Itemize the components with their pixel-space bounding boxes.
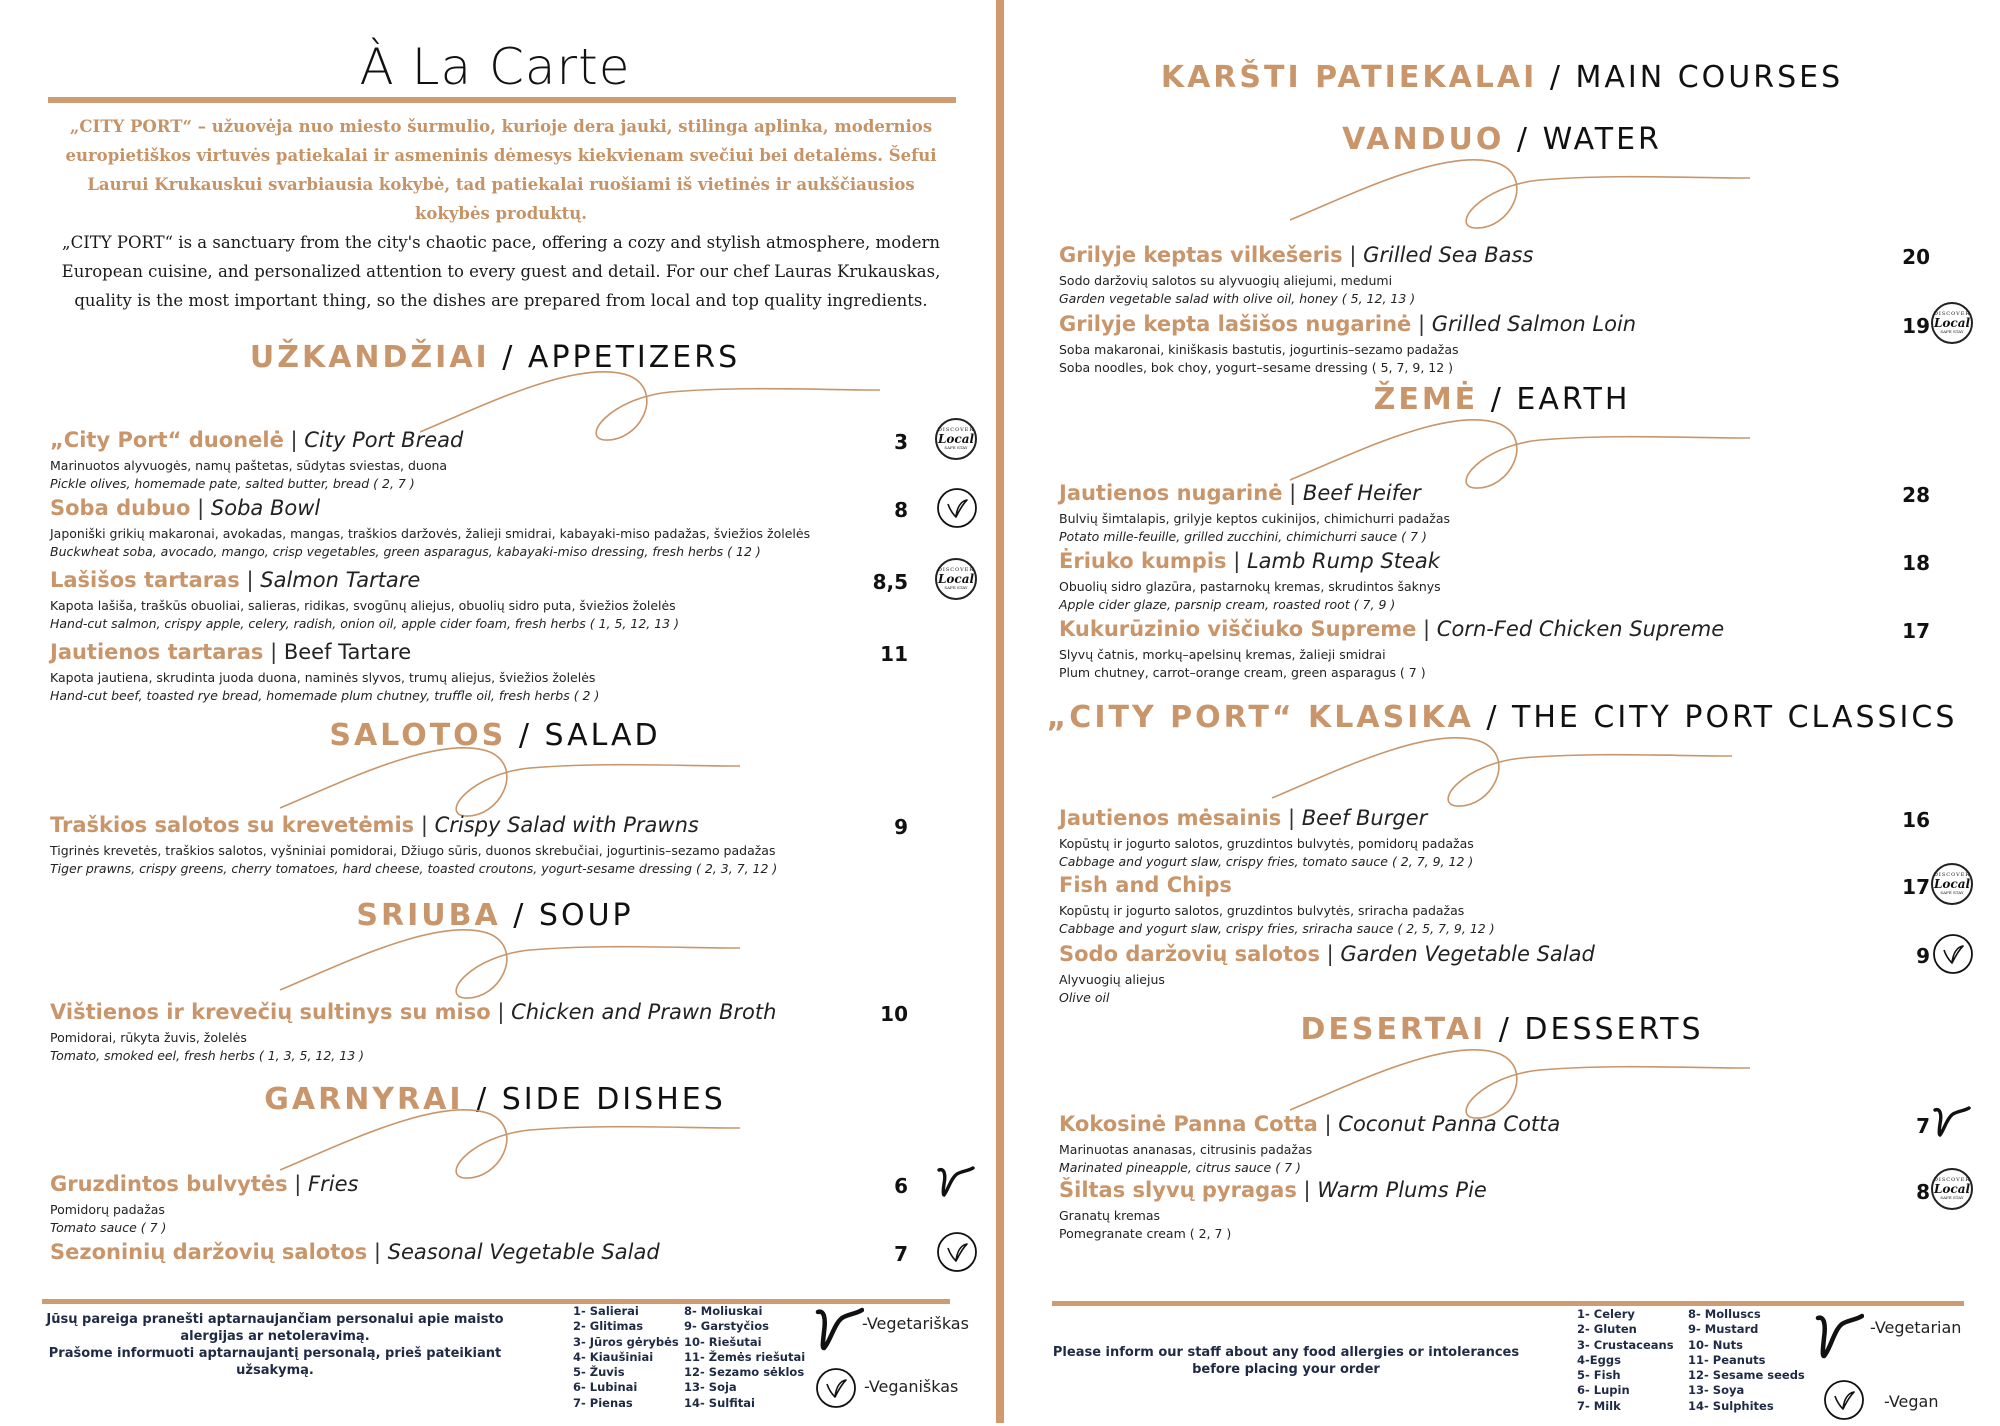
menu-item-title xyxy=(50,813,699,837)
discover-local-badge-icon xyxy=(1931,1168,1973,1210)
section-separator: / xyxy=(513,898,527,933)
allergen-item: 9- Mustard xyxy=(1688,1322,1759,1337)
section-title-lt: SALOTOS xyxy=(329,718,507,753)
dish-description-en: Cabbage and yogurt slaw, crispy fries, tomato sauce ( 2, 7, 9, 12 ) xyxy=(1059,854,1474,869)
dish-name-divider: | xyxy=(294,1172,302,1196)
allergy-note-en: Please inform our staff about any food allergies or intolerances before placing your order xyxy=(1052,1345,1520,1377)
decorative-swoosh xyxy=(280,738,740,822)
menu-item-title xyxy=(50,1172,358,1196)
allergen-item: 13- Soja xyxy=(684,1380,737,1395)
dish-description-lt: Marinuotas ananasas, citrusinis padažas xyxy=(1059,1142,1313,1157)
dish-price: 17 xyxy=(1902,875,1930,899)
dish-name-divider: | xyxy=(420,813,428,837)
vegan-icon xyxy=(935,486,979,534)
allergen-item: 6- Lubinai xyxy=(573,1380,638,1395)
menu-item-title xyxy=(50,496,320,520)
dish-description-en: Hand-cut beef, toasted rye bread, homemade plum chutney, truffle oil, fresh herbs ( 2 ) xyxy=(50,688,600,703)
section-title-en: SOUP xyxy=(538,898,634,933)
section-heading-main-courses xyxy=(1004,60,2000,95)
dish-name-lt: Jautienos tartaras xyxy=(50,640,264,664)
dish-name-en: Beef Tartare xyxy=(283,640,412,664)
section-title-en: EARTH xyxy=(1516,382,1631,417)
dish-name-lt: Traškios salotos su krevetėmis xyxy=(50,813,415,837)
dish-price: 8,5 xyxy=(872,570,908,594)
dish-description-en: Potato mille-feuille, grilled zucchini, chimichurri sauce ( 7 ) xyxy=(1059,529,1427,544)
dish-name-divider: | xyxy=(373,1240,381,1264)
dish-name-lt: Sodo daržovių salotos xyxy=(1059,942,1320,966)
section-separator: / xyxy=(1490,382,1504,417)
allergen-item: 11- Žemės riešutai xyxy=(684,1349,806,1364)
menu-item-title xyxy=(1059,312,1636,336)
allergen-item: 3- Crustaceans xyxy=(1577,1337,1674,1352)
allergen-item: 8- Molluscs xyxy=(1688,1307,1761,1321)
decorative-swoosh xyxy=(1290,150,1750,234)
section-title-en: THE CITY PORT CLASSICS xyxy=(1512,700,1958,735)
section-title-lt: KARŠTI PATIEKALAI xyxy=(1160,60,1538,95)
discover-local-badge-icon xyxy=(1931,302,1973,344)
allergen-item: 13- Soya xyxy=(1688,1383,1745,1398)
dish-description-lt: Kapota lašiša, traškūs obuoliai, salieras, ridikas, svogūnų aliejus, obuolių sidro puta, šviežios žolelės xyxy=(50,598,676,613)
vegetarian-icon xyxy=(935,1162,975,1202)
dish-name-divider: | xyxy=(1287,806,1296,830)
dish-name-en: Crispy Salad with Prawns xyxy=(434,813,699,837)
section-title-en: SALAD xyxy=(544,718,661,753)
section-title-lt: DESERTAI xyxy=(1300,1012,1487,1047)
menu-item-title xyxy=(50,428,463,452)
allergen-item: 7- Milk xyxy=(1577,1398,1621,1413)
allergen-item: 5- Fish xyxy=(1577,1368,1621,1383)
dish-description-lt: Kopūstų ir jogurto salotos, gruzdintos bulvytės, sriracha padažas xyxy=(1059,903,1465,918)
dish-name-en: Lamb Rump Steak xyxy=(1246,549,1440,573)
badge-top-text: DISCOVER xyxy=(937,567,975,573)
dish-name-divider: | xyxy=(1349,243,1357,267)
dish-description-lt: Soba makaronai, kiniškasis bastutis, jogurtinis–sezamo padažas xyxy=(1059,342,1459,357)
dish-price: 7 xyxy=(894,1242,908,1266)
vegan-icon xyxy=(1822,1378,1866,1426)
dish-description-lt: Pomidorai, rūkyta žuvis, žolelės xyxy=(50,1030,247,1045)
dish-description-en: Hand-cut salmon, crispy apple, celery, radish, onion oil, apple cider foam, fresh herbs ( 1, 5, 12, 13 ) xyxy=(50,616,679,631)
allergen-item: 12- Sesame seeds xyxy=(1688,1368,1805,1383)
section-title-lt: SRIUBA xyxy=(356,898,501,933)
dish-description-lt: Granatų kremas xyxy=(1059,1208,1161,1223)
menu-item-title xyxy=(1059,873,1232,897)
badge-mid-text: Local xyxy=(937,572,975,586)
dish-name-lt: Kokosinė Panna Cotta xyxy=(1059,1112,1318,1136)
dish-price: 3 xyxy=(894,430,908,454)
section-title-lt: VANDUO xyxy=(1342,122,1505,157)
section-separator: / xyxy=(518,718,532,753)
dish-price: 6 xyxy=(894,1174,908,1198)
allergen-item: 4-Eggs xyxy=(1577,1352,1621,1367)
dish-price: 18 xyxy=(1902,551,1930,575)
allergen-item: 1- Celery xyxy=(1577,1307,1635,1321)
dish-description-en: Tomato sauce ( 7 ) xyxy=(50,1220,167,1235)
intro-lithuanian: „CITY PORT“ – užuovėja nuo miesto šurmulio, kurioje dera jauki, stilinga aplinka, modernios europietiškos virtuvės patiekalai ir asmeninis dėmesys kiekvienam svečiui bei detalėms. Šefui Laurui Krukauskui svarbiausia kokybė, tad patiekalai ruošiami iš vietinės ir aukščiausios kokybės produktų. xyxy=(65,117,937,223)
dish-price: 20 xyxy=(1902,245,1930,269)
dish-price: 9 xyxy=(1916,944,1930,968)
vegan-icon xyxy=(814,1366,858,1414)
allergen-item: 10- Nuts xyxy=(1688,1337,1743,1352)
vegetarian-icon xyxy=(812,1302,864,1358)
dish-name-divider: | xyxy=(1326,942,1334,966)
dish-name-divider: | xyxy=(1417,312,1426,336)
dish-name-en: Grilled Salmon Loin xyxy=(1431,312,1637,336)
allergen-item: 4- Kiaušiniai xyxy=(573,1349,654,1364)
dish-name-lt: Fish and Chips xyxy=(1059,873,1232,897)
dish-name-en: Corn-Fed Chicken Supreme xyxy=(1436,617,1725,641)
dish-name-lt: Jautienos mėsainis xyxy=(1059,806,1282,830)
badge-mid-text: Local xyxy=(1933,1182,1971,1196)
allergen-item: 2- Glitimas xyxy=(573,1319,644,1334)
allergen-item: 3- Jūros gėrybės xyxy=(573,1334,679,1349)
dish-name-lt: „City Port“ duonelė xyxy=(50,428,284,452)
dish-description-en: Olive oil xyxy=(1059,990,1110,1005)
dish-name-en: Chicken and Prawn Broth xyxy=(511,1000,777,1024)
section-title-en: DESSERTS xyxy=(1524,1012,1704,1047)
menu-item-title xyxy=(1059,942,1595,966)
dish-description-lt: Marinuotos alyvuogės, namų paštetas, sūdytas sviestas, duona xyxy=(50,458,448,473)
dish-name-lt: Ėriuko kumpis xyxy=(1059,549,1227,573)
badge-bottom-text: SAFE STAY xyxy=(944,445,968,450)
badge-top-text: DISCOVER xyxy=(1933,872,1971,878)
menu-item-title xyxy=(1059,481,1421,505)
discover-local-badge-icon xyxy=(935,418,977,460)
dish-name-divider: | xyxy=(1423,617,1431,641)
dish-description-en: Plum chutney, carrot–orange cream, green asparagus ( 7 ) xyxy=(1059,665,1426,680)
dish-name-divider: | xyxy=(246,568,254,592)
dish-name-lt: Grilyje keptas vilkešeris xyxy=(1059,243,1343,267)
legend-vegetarian-en: -Vegetarian xyxy=(1870,1318,1962,1337)
dish-name-en: Coconut Panna Cotta xyxy=(1338,1112,1561,1136)
dish-name-lt: Vištienos ir krevečių sultinys su miso xyxy=(50,1000,491,1024)
section-title-lt: „CITY PORT“ KLASIKA xyxy=(1046,700,1474,735)
allergen-item: 11- Peanuts xyxy=(1688,1352,1766,1367)
menu-item-title xyxy=(1059,1178,1487,1202)
legend-vegan-lt: -Veganiškas xyxy=(864,1377,959,1396)
badge-bottom-text: SAFE STAY xyxy=(1940,1195,1964,1200)
allergen-item: 12- Sezamo sėklos xyxy=(684,1365,805,1380)
vegan-icon xyxy=(935,1230,979,1278)
vegetarian-icon xyxy=(1931,1102,1971,1142)
dish-name-en: Beef Burger xyxy=(1301,806,1428,830)
allergen-list-en-col2 xyxy=(1688,1307,1805,1414)
dish-name-lt: Kukurūzinio viščiuko Supreme xyxy=(1059,617,1417,641)
intro-english: „CITY PORT“ is a sanctuary from the city's chaotic pace, offering a cozy and stylish atmosphere, modern European cuisine, and personalized attention to every guest and detail. For our chef Lauras Krukauskas, quality is the most important thing, so the dishes are prepared from local and top quality ingredients. xyxy=(61,233,941,310)
badge-top-text: DISCOVER xyxy=(937,427,975,433)
dish-name-en: Grilled Sea Bass xyxy=(1363,243,1534,267)
dish-description-lt: Japoniški grikių makaronai, avokadas, mangas, traškios daržovės, žalieji smidrai, kabayaki-miso padažas, šviežios žolelės xyxy=(50,526,811,541)
badge-top-text: DISCOVER xyxy=(1933,311,1971,317)
dish-price: 10 xyxy=(880,1002,908,1026)
section-separator: / xyxy=(1516,122,1531,157)
decorative-swoosh xyxy=(1272,728,1732,812)
dish-price: 7 xyxy=(1916,1114,1930,1138)
allergen-item: 7- Pienas xyxy=(573,1395,633,1410)
dish-name-en: Seasonal Vegetable Salad xyxy=(387,1240,660,1264)
dish-name-divider: | xyxy=(1324,1112,1332,1136)
dish-price: 17 xyxy=(1902,619,1930,643)
menu-item-title xyxy=(1059,243,1533,267)
dish-description-lt: Tigrinės krevetės, traškios salotos, vyšniniai pomidorai, Džiugo sūris, duonos skrebučiai, jogurtinis–sezamo padažas xyxy=(50,843,776,858)
menu-item-title xyxy=(50,640,411,664)
dish-price: 11 xyxy=(880,642,908,666)
dish-name-lt: Šiltas slyvų pyragas xyxy=(1059,1178,1297,1202)
allergen-list-en-col1 xyxy=(1577,1307,1674,1414)
header-rule xyxy=(48,97,956,103)
vegetarian-icon xyxy=(1812,1306,1864,1366)
dish-name-divider: | xyxy=(497,1000,505,1024)
badge-mid-text: Local xyxy=(1933,316,1971,330)
dish-name-en: Garden Vegetable Salad xyxy=(1340,942,1595,966)
dish-name-en: Warm Plums Pie xyxy=(1317,1178,1487,1202)
decorative-swoosh xyxy=(420,362,880,446)
dish-price: 8 xyxy=(894,498,908,522)
dish-description-lt: Kopūstų ir jogurto salotos, gruzdintos bulvytės, pomidorų padažas xyxy=(1059,836,1474,851)
menu-item-title xyxy=(1059,617,1724,641)
dish-name-lt: Lašišos tartaras xyxy=(50,568,240,592)
menu-item-title xyxy=(50,568,420,592)
dish-description-en: Cabbage and yogurt slaw, crispy fries, sriracha sauce ( 2, 5, 7, 9, 12 ) xyxy=(1059,921,1495,936)
dish-description-lt: Bulvių šimtalapis, grilyje keptos cukinijos, chimichurri padažas xyxy=(1059,511,1451,526)
section-separator: / xyxy=(1498,1012,1512,1047)
discover-local-badge-icon xyxy=(1931,863,1973,905)
dish-price: 16 xyxy=(1902,808,1930,832)
legend-vegetarian-lt: -Vegetariškas xyxy=(862,1314,969,1333)
section-title-lt: GARNYRAI xyxy=(264,1082,464,1117)
section-title-en: APPETIZERS xyxy=(527,340,741,375)
menu-item-title xyxy=(1059,549,1440,573)
allergen-item: 2- Gluten xyxy=(1577,1322,1637,1337)
section-separator: / xyxy=(1486,700,1500,735)
dish-name-en: Salmon Tartare xyxy=(260,568,421,592)
dish-description-en: Marinated pineapple, citrus sauce ( 7 ) xyxy=(1059,1160,1301,1175)
dish-name-en: Fries xyxy=(308,1172,359,1196)
allergen-item: 1- Salierai xyxy=(573,1304,639,1318)
allergen-item: 5- Žuvis xyxy=(573,1365,625,1380)
dish-name-lt: Gruzdintos bulvytės xyxy=(50,1172,288,1196)
dish-price: 19 xyxy=(1902,314,1930,338)
dish-description-lt: Kapota jautiena, skrudinta juoda duona, naminės slyvos, trumų aliejus, šviežios žolelės xyxy=(50,670,596,685)
dish-name-divider: | xyxy=(270,640,278,664)
allergen-list-lt-col1 xyxy=(573,1304,679,1411)
dish-name-divider: | xyxy=(1289,481,1297,505)
dish-description-lt: Alyvuogių aliejus xyxy=(1059,972,1165,987)
menu-item-title xyxy=(1059,806,1427,830)
section-separator: / xyxy=(476,1082,490,1117)
legend-vegan-en: -Vegan xyxy=(1884,1392,1939,1411)
menu-item-title xyxy=(50,1240,660,1264)
allergen-item: 8- Moliuskai xyxy=(684,1304,763,1318)
page-title: À La Carte xyxy=(359,38,631,96)
section-title-en: MAIN COURSES xyxy=(1575,60,1844,95)
discover-local-badge-icon xyxy=(935,558,977,600)
dish-description-en: Apple cider glaze, parsnip cream, roasted root ( 7, 9 ) xyxy=(1059,597,1396,612)
section-title-lt: UŽKANDŽIAI xyxy=(249,340,490,375)
badge-mid-text: Local xyxy=(1933,877,1971,891)
section-separator: / xyxy=(1549,60,1563,95)
badge-top-text: DISCOVER xyxy=(1933,1177,1971,1183)
menu-item-title xyxy=(50,1000,776,1024)
dish-price: 28 xyxy=(1902,483,1930,507)
dish-description-en: Tiger prawns, crispy greens, cherry tomatoes, hard cheese, toasted croutons, yogurt-sesame dressing ( 2, 3, 7, 12 ) xyxy=(50,861,778,876)
decorative-swoosh xyxy=(280,920,740,1004)
dish-name-divider: | xyxy=(290,428,298,452)
allergen-item: 9- Garstyčios xyxy=(684,1319,769,1334)
badge-mid-text: Local xyxy=(937,432,975,446)
dish-name-lt: Grilyje kepta lašišos nugarinė xyxy=(1059,312,1412,336)
dish-name-lt: Sezoninių daržovių salotos xyxy=(50,1240,368,1264)
dish-description-en: Pickle olives, homemade pate, salted butter, bread ( 2, 7 ) xyxy=(50,476,415,491)
dish-name-lt: Soba dubuo xyxy=(50,496,191,520)
dish-description-en: Tomato, smoked eel, fresh herbs ( 1, 3, 5, 12, 13 ) xyxy=(50,1048,365,1063)
dish-price: 8 xyxy=(1916,1180,1930,1204)
dish-description-lt: Obuolių sidro glazūra, pastarnokų kremas, skrudintos šaknys xyxy=(1059,579,1441,594)
badge-bottom-text: SAFE STAY xyxy=(944,585,968,590)
section-separator: / xyxy=(502,340,516,375)
allergen-item: 14- Sulphites xyxy=(1688,1398,1774,1413)
dish-description-lt: Sodo daržovių salotos su alyvuogių aliejumi, medumi xyxy=(1059,273,1393,288)
dish-description-lt: Slyvų čatnis, morkų–apelsinų kremas, žalieji smidrai xyxy=(1059,647,1386,662)
page-divider xyxy=(996,0,1004,1423)
badge-bottom-text: SAFE STAY xyxy=(1940,329,1964,334)
dish-name-en: City Port Bread xyxy=(304,428,464,452)
dish-price: 9 xyxy=(894,815,908,839)
allergen-item: 14- Sulfitai xyxy=(684,1395,755,1410)
allergy-note-line2: Prašome informuoti aptarnaujantį personalą, prieš pateikiant užsakymą. xyxy=(48,1346,502,1378)
vegan-icon xyxy=(1931,932,1975,980)
badge-bottom-text: SAFE STAY xyxy=(1940,890,1964,895)
dish-name-divider: | xyxy=(1233,549,1241,573)
dish-description-en: Buckwheat soba, avocado, mango, crisp vegetables, green asparagus, kabayaki-miso dressing, fresh herbs ( 12 ) xyxy=(50,544,761,559)
dish-name-en: Soba Bowl xyxy=(210,496,321,520)
allergen-list-lt-col2 xyxy=(684,1304,805,1411)
section-title-en: WATER xyxy=(1542,122,1662,157)
allergy-note-line1: Jūsų pareiga pranešti aptarnaujančiam personalui apie maisto alergijas ar netoleravimą. xyxy=(46,1312,504,1344)
allergen-item: 6- Lupin xyxy=(1577,1383,1630,1398)
section-title-lt: ŽEMĖ xyxy=(1373,382,1479,417)
dish-name-lt: Jautienos nugarinė xyxy=(1059,481,1283,505)
section-title-en: SIDE DISHES xyxy=(501,1082,726,1117)
dish-name-divider: | xyxy=(1303,1178,1311,1202)
allergy-note-lt xyxy=(20,1311,530,1379)
dish-description-en: Garden vegetable salad with olive oil, honey ( 5, 12, 13 ) xyxy=(1059,291,1416,306)
dish-description-en: Soba noodles, bok choy, yogurt–sesame dressing ( 5, 7, 9, 12 ) xyxy=(1059,360,1454,375)
dish-description-en: Pomegranate cream ( 2, 7 ) xyxy=(1059,1226,1232,1241)
dish-description-lt: Pomidorų padažas xyxy=(50,1202,165,1217)
dish-name-en: Beef Heifer xyxy=(1302,481,1421,505)
menu-item-title xyxy=(1059,1112,1560,1136)
allergen-item: 10- Riešutai xyxy=(684,1334,762,1349)
dish-name-divider: | xyxy=(197,496,205,520)
